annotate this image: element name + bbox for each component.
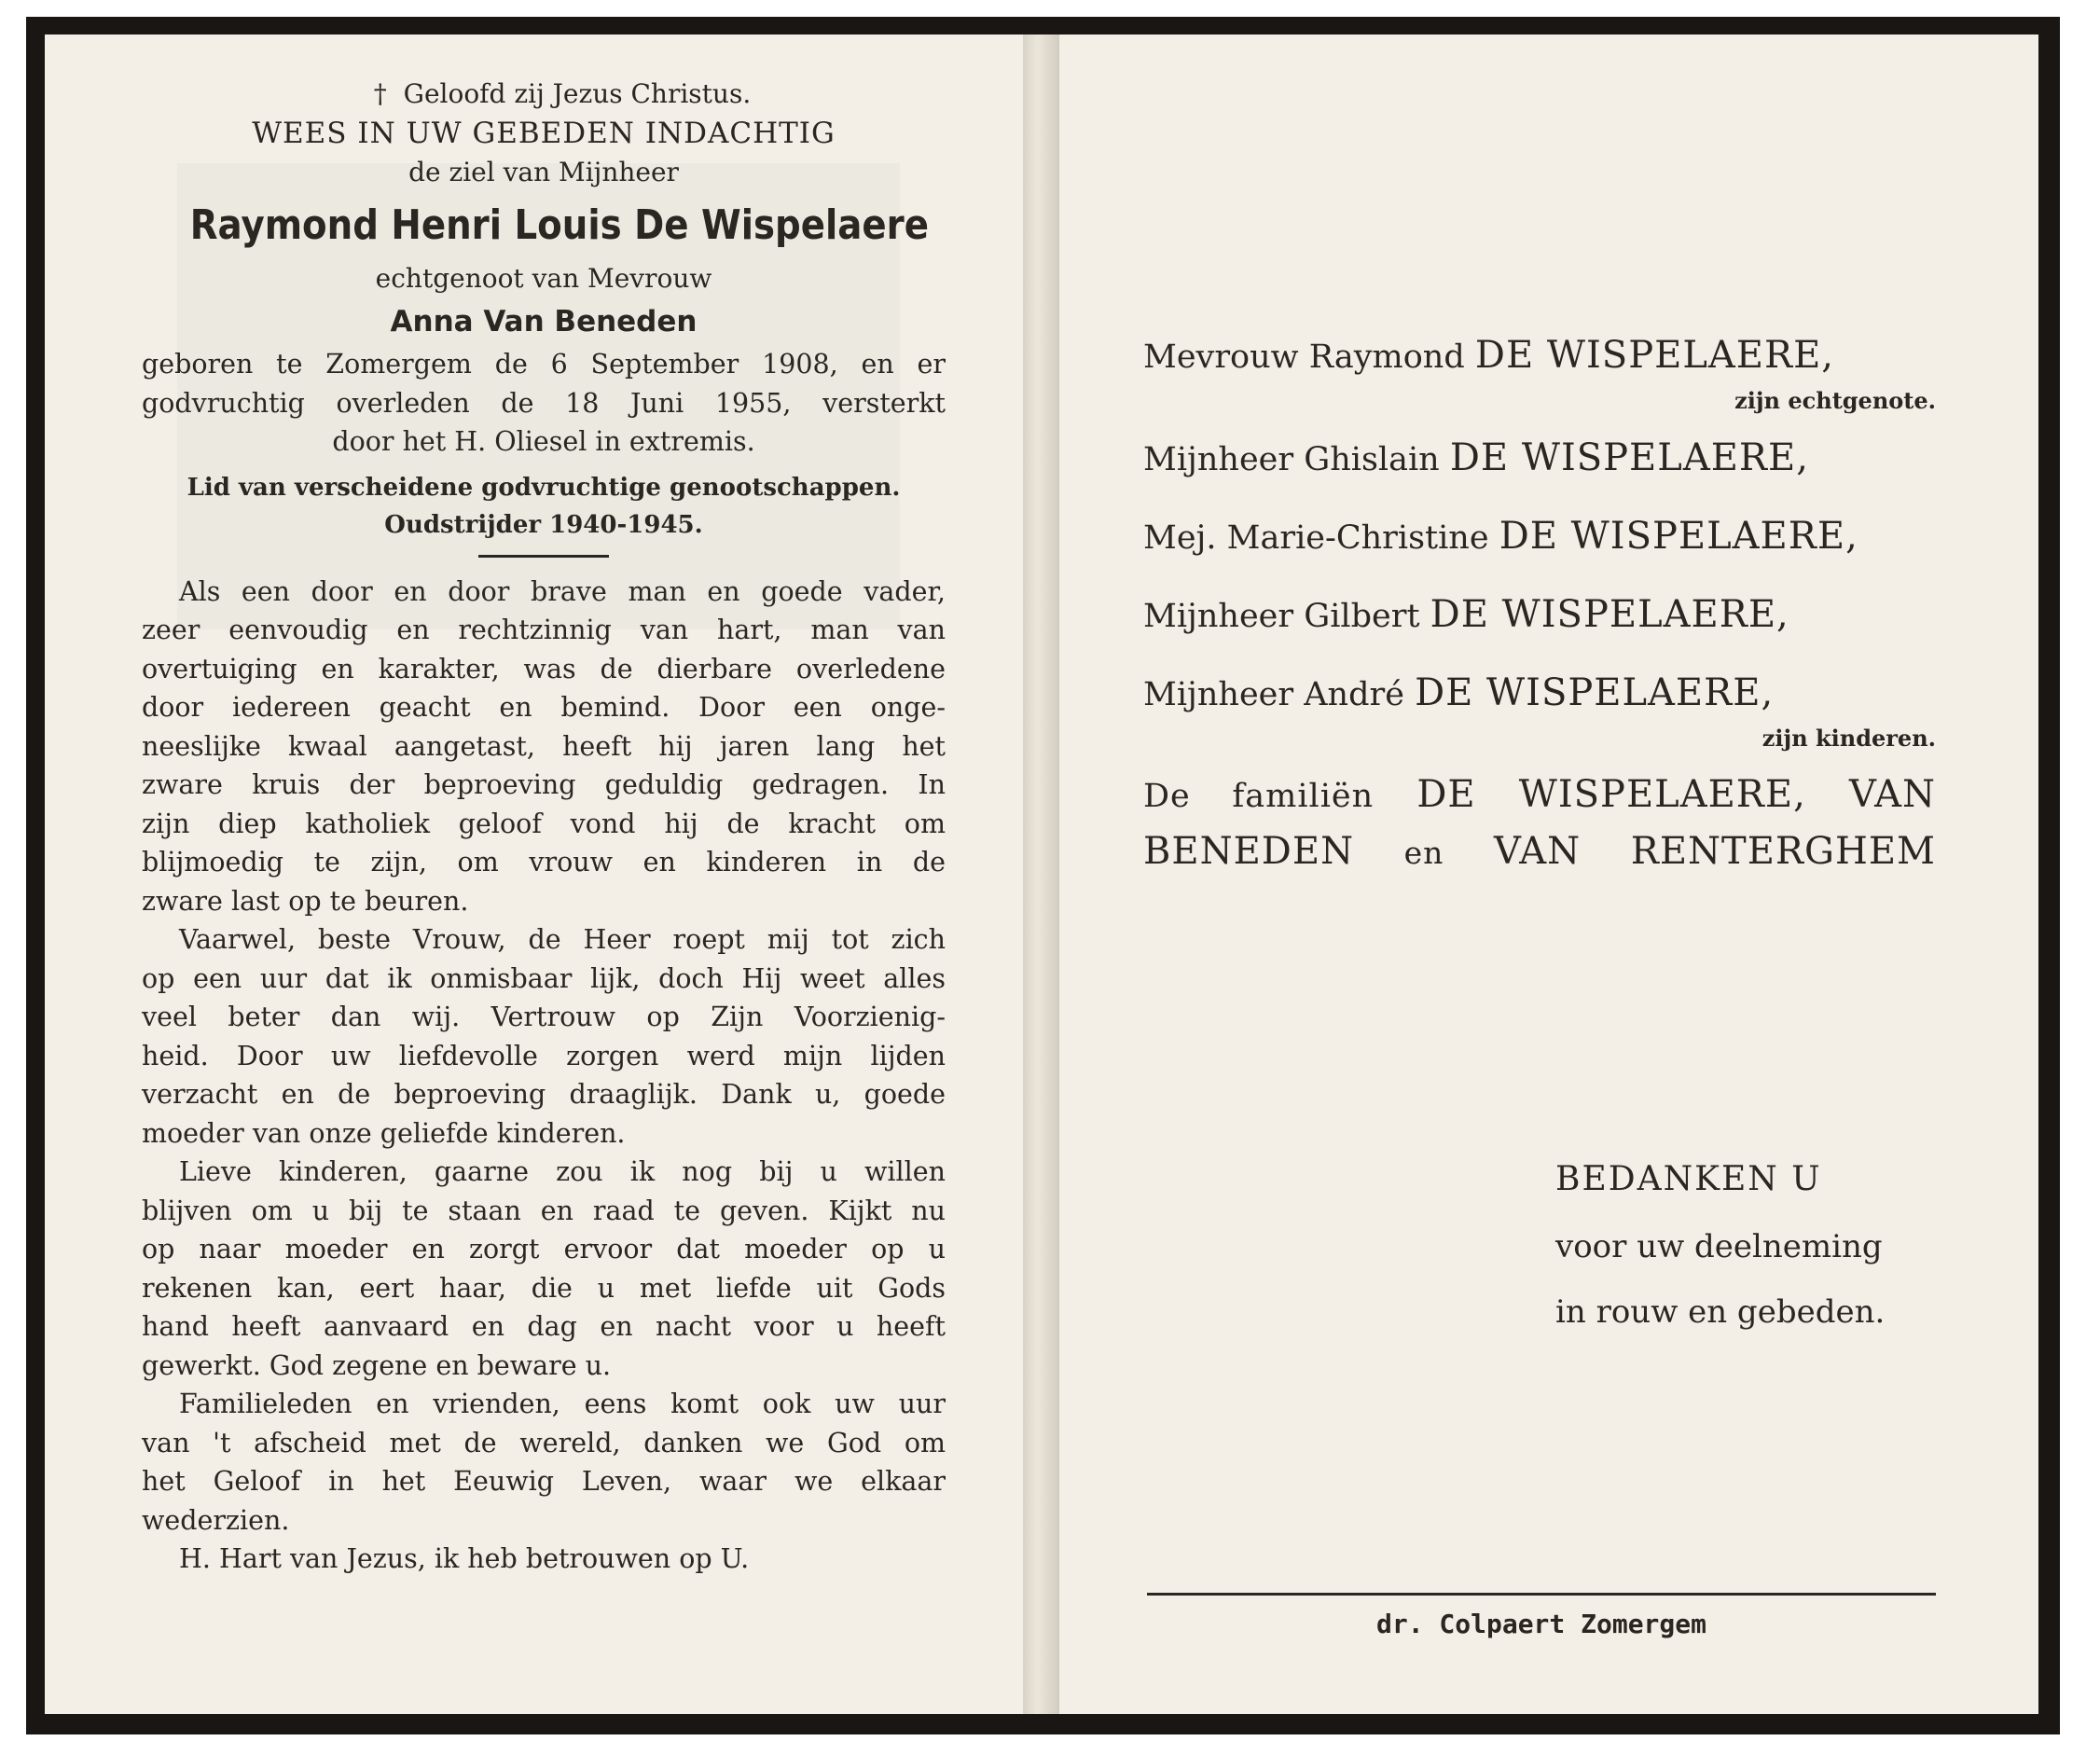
thanks-block (1555, 1145, 1947, 1345)
heading: WEES IN UW GEBEDEN INDACHTIG (252, 117, 836, 150)
paragraph-line: zeer eenvoudig en rechtzinnig van hart, man van (142, 615, 946, 645)
printer-divider (1147, 1593, 1936, 1596)
family-member: Mej. Marie-Christine DE WISPELAERE, (1143, 515, 1858, 558)
family-member: Mijnheer André DE WISPELAERE, (1143, 671, 1775, 714)
children-note: zijn kinderen. (1762, 725, 1936, 752)
paragraph-line: Lieve kinderen, gaarne zou ik nog bij u willen (179, 1156, 946, 1187)
divider (478, 555, 609, 558)
paragraph-line: heid. Door uw liefdevolle zorgen werd mijn lijden (142, 1040, 946, 1071)
family-member: Mijnheer Ghislain DE WISPELAERE, (1143, 436, 1809, 479)
paragraph-line: op een uur dat ik onmisbaar lijk, doch Hij weet alles (142, 962, 946, 994)
spouse-intro: echtgenoot van Mevrouw (375, 263, 712, 294)
paragraph-line: neeslijke kwaal aangetast, heeft hij jaren lang het (142, 730, 946, 762)
bio-line: door het H. Oliesel in extremis. (332, 426, 755, 457)
spouse-name: Anna Van Beneden (390, 305, 698, 339)
cross-icon: † (373, 78, 387, 109)
paragraph-line: zware last op te beuren. (142, 885, 469, 917)
veteran: Oudstrijder 1940-1945. (384, 510, 703, 539)
paragraph-line: gewerkt. God zegene en beware u. (142, 1349, 612, 1381)
paragraph-line: overtuiging en karakter, was de dierbare overledene (142, 653, 946, 684)
family-member: Mijnheer Gilbert DE WISPELAERE, (1143, 593, 1789, 636)
bio-line: geboren te Zomergem de 6 September 1908, en er (142, 349, 946, 380)
families-line: De familiën DE WISPELAERE, VAN (1143, 773, 1937, 816)
paragraph-line: blijmoedig te zijn, om vrouw en kinderen in de (142, 847, 946, 878)
paragraph-line: verzacht en de beproeving draaglijk. Dank u, goede (142, 1079, 946, 1110)
greeting: Geloofd zij Jezus Christus. (403, 78, 752, 109)
deceased-name: Raymond Henri Louis De Wispelaere (189, 201, 930, 249)
paragraph-line: hand heeft aanvaard en dag en nacht voor u heeft (142, 1311, 946, 1342)
membership: Lid van verscheidene godvruchtige genootschappen. (187, 473, 901, 502)
paragraph-line: rekenen kan, eert haar, die u met liefde uit Gods (142, 1272, 946, 1304)
closing-prayer: H. Hart van Jezus, ik heb betrouwen op U. (179, 1543, 750, 1574)
thanks-line: in rouw en gebeden. (1555, 1293, 1886, 1331)
spouse-note: zijn echtgenote. (1734, 387, 1936, 414)
paragraph-line: wederzien. (142, 1504, 290, 1536)
right-page-text (1143, 317, 1936, 891)
families-line: BENEDEN en VAN RENTERGHEM (1143, 830, 1936, 873)
paragraph-line: blijven om u bij te staan en raad te geven. Kijkt nu (142, 1195, 946, 1226)
paragraph-line: van 't afscheid met de wereld, danken we God om (142, 1427, 946, 1458)
paragraph-line: Vaarwel, beste Vrouw, de Heer roept mij tot zich (179, 924, 946, 955)
paragraph-line: zijn diep katholiek geloof vond hij de kracht om (142, 808, 946, 839)
paragraph-line: moeder van onze geliefde kinderen. (142, 1117, 626, 1149)
greeting-line (142, 75, 946, 114)
paragraph-line: het Geloof in het Eeuwig Leven, waar we elkaar (142, 1466, 946, 1497)
paragraph-line: door iedereen geacht en bemind. Door een onge- (142, 692, 946, 723)
fold-crease (1023, 35, 1059, 1714)
family-member: Mevrouw Raymond DE WISPELAERE, (1143, 334, 1834, 377)
printer-credit: dr. Colpaert Zomergem (1375, 1609, 1706, 1639)
paragraph-line: veel beter dan wij. Vertrouw op Zijn Voorzienig- (142, 1002, 946, 1032)
thanks-heading: BEDANKEN U (1555, 1160, 1822, 1198)
paragraph-line: Als een door en door brave man en goede vader, (179, 575, 946, 607)
paragraph-line: op naar moeder en zorgt ervoor dat moeder op u (142, 1234, 946, 1264)
paragraph-line: Familieleden en vrienden, eens komt ook uw uur (179, 1389, 946, 1419)
thanks-line: voor uw deelneming (1555, 1228, 1883, 1265)
soul-of: de ziel van Mijnheer (408, 157, 679, 187)
paragraph-line: zware kruis der beproeving geduldig gedragen. In (142, 769, 946, 800)
bio-line: godvruchtig overleden de 18 Juni 1955, versterkt (142, 387, 946, 419)
left-page-text (142, 75, 946, 1579)
